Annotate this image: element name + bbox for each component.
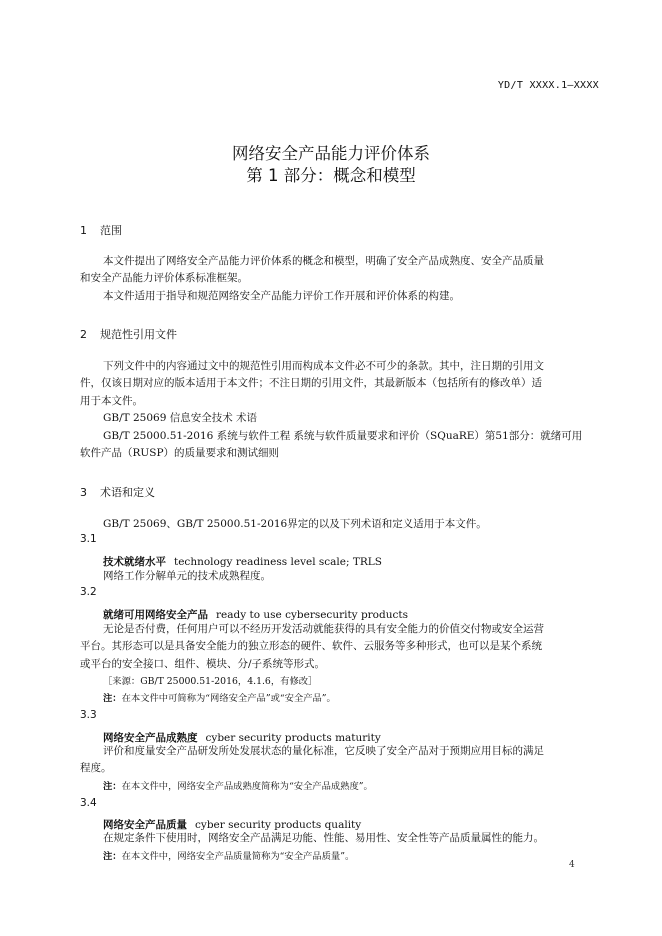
term-definition: 平台。其形态可以是具备安全能力的独立形态的硬件、软件、云服务等多种形式，也可以是某个系统 (80, 640, 542, 652)
note-text: 在本文件中，网络安全产品质量简称为“安全产品质量”。 (121, 851, 355, 862)
note-label: 注： (103, 781, 122, 792)
section-title: 范围 (100, 224, 122, 237)
note-text: 在本文件中可简称为“网络安全产品”或“安全产品”。 (121, 693, 336, 704)
term-chinese: 技术就绪水平 (103, 556, 166, 568)
term-definition: 评价和度量安全产品研发所处发展状态的量化标准，它反映了安全产品对于预期应用目标的满足 (103, 745, 544, 757)
section-number: 2 (80, 328, 87, 341)
note-label: 注： (103, 693, 122, 704)
term-definition: 网络工作分解单元的技术成熟程度。 (103, 570, 271, 582)
term-entry (103, 550, 382, 569)
reference-item: GB/T 25069 信息安全技术 术语 (103, 412, 258, 424)
document-subtitle: 第 1 部分：概念和模型 (246, 166, 416, 185)
term-chinese: 网络安全产品成熟度 (103, 732, 198, 744)
term-number: 3.3 (80, 709, 97, 721)
paragraph-line: 用于本文件。 (80, 395, 143, 407)
term-number: 3.4 (80, 797, 97, 809)
paragraph-line: 本文件提出了网络安全产品能力评价体系的概念和模型，明确了安全产品成熟度、安全产品质量 (103, 255, 544, 267)
term-english: ready to use cybersecurity products (216, 609, 408, 621)
section-title: 规范性引用文件 (100, 328, 177, 341)
term-note (103, 690, 336, 704)
term-english: technology readiness level scale; TRLS (174, 556, 382, 568)
term-note (103, 848, 354, 862)
paragraph-line: GB/T 25069、GB/T 25000.51-2016界定的以及下列术语和定义适用于本文件。 (103, 518, 487, 530)
paragraph-line: 本文件适用于指导和规范网络安全产品能力评价工作开展和评价体系的构建。 (103, 290, 460, 302)
paragraph-line: 和安全产品能力评价体系标准框架。 (80, 272, 248, 284)
section-heading-terms (80, 484, 155, 500)
paragraph-line: 件，仅该日期对应的版本适用于本文件；不注日期的引用文件，其最新版本（包括所有的修改单）适 (80, 377, 542, 389)
source-citation: ［来源：GB/T 25000.51-2016，4.1.6，有修改］ (103, 676, 318, 687)
term-number: 3.1 (80, 533, 97, 545)
note-text: 在本文件中，网络安全产品成熟度简称为“安全产品成熟度”。 (121, 781, 373, 792)
standard-code: YD/T XXXX.1—XXXX (497, 80, 599, 91)
document-title: 网络安全产品能力评价体系 (232, 144, 430, 163)
term-definition: 程度。 (80, 762, 112, 774)
term-definition: 或平台的安全接口、组件、模块、分/子系统等形式。 (80, 658, 326, 670)
term-chinese: 就绪可用网络安全产品 (103, 609, 208, 621)
section-number: 3 (80, 486, 87, 499)
section-heading-normative-references (80, 326, 177, 342)
reference-item: GB/T 25000.51-2016 系统与软件工程 系统与软件质量要求和评价（SQuaRE）第51部分：就绪可用 (103, 430, 583, 442)
page-number: 4 (569, 860, 575, 870)
term-definition: 在规定条件下使用时，网络安全产品满足功能、性能、易用性、安全性等产品质量属性的能力。 (103, 832, 544, 844)
term-note (103, 778, 373, 792)
term-entry (103, 603, 408, 622)
section-title: 术语和定义 (100, 486, 155, 499)
term-english: cyber security products quality (195, 819, 362, 831)
paragraph-line: 下列文件中的内容通过文中的规范性引用而构成本文件必不可少的条款。其中，注日期的引用文 (103, 360, 544, 372)
section-number: 1 (80, 224, 87, 237)
term-chinese: 网络安全产品质量 (103, 819, 187, 831)
term-english: cyber security products maturity (205, 732, 381, 744)
section-heading-scope (80, 222, 122, 238)
term-number: 3.2 (80, 586, 97, 598)
term-definition: 无论是否付费，任何用户可以不经历开发活动就能获得的具有安全能力的价值交付物或安全运营 (103, 623, 544, 635)
note-label: 注： (103, 851, 122, 862)
reference-item-continuation: 软件产品（RUSP）的质量要求和测试细则 (80, 447, 280, 459)
